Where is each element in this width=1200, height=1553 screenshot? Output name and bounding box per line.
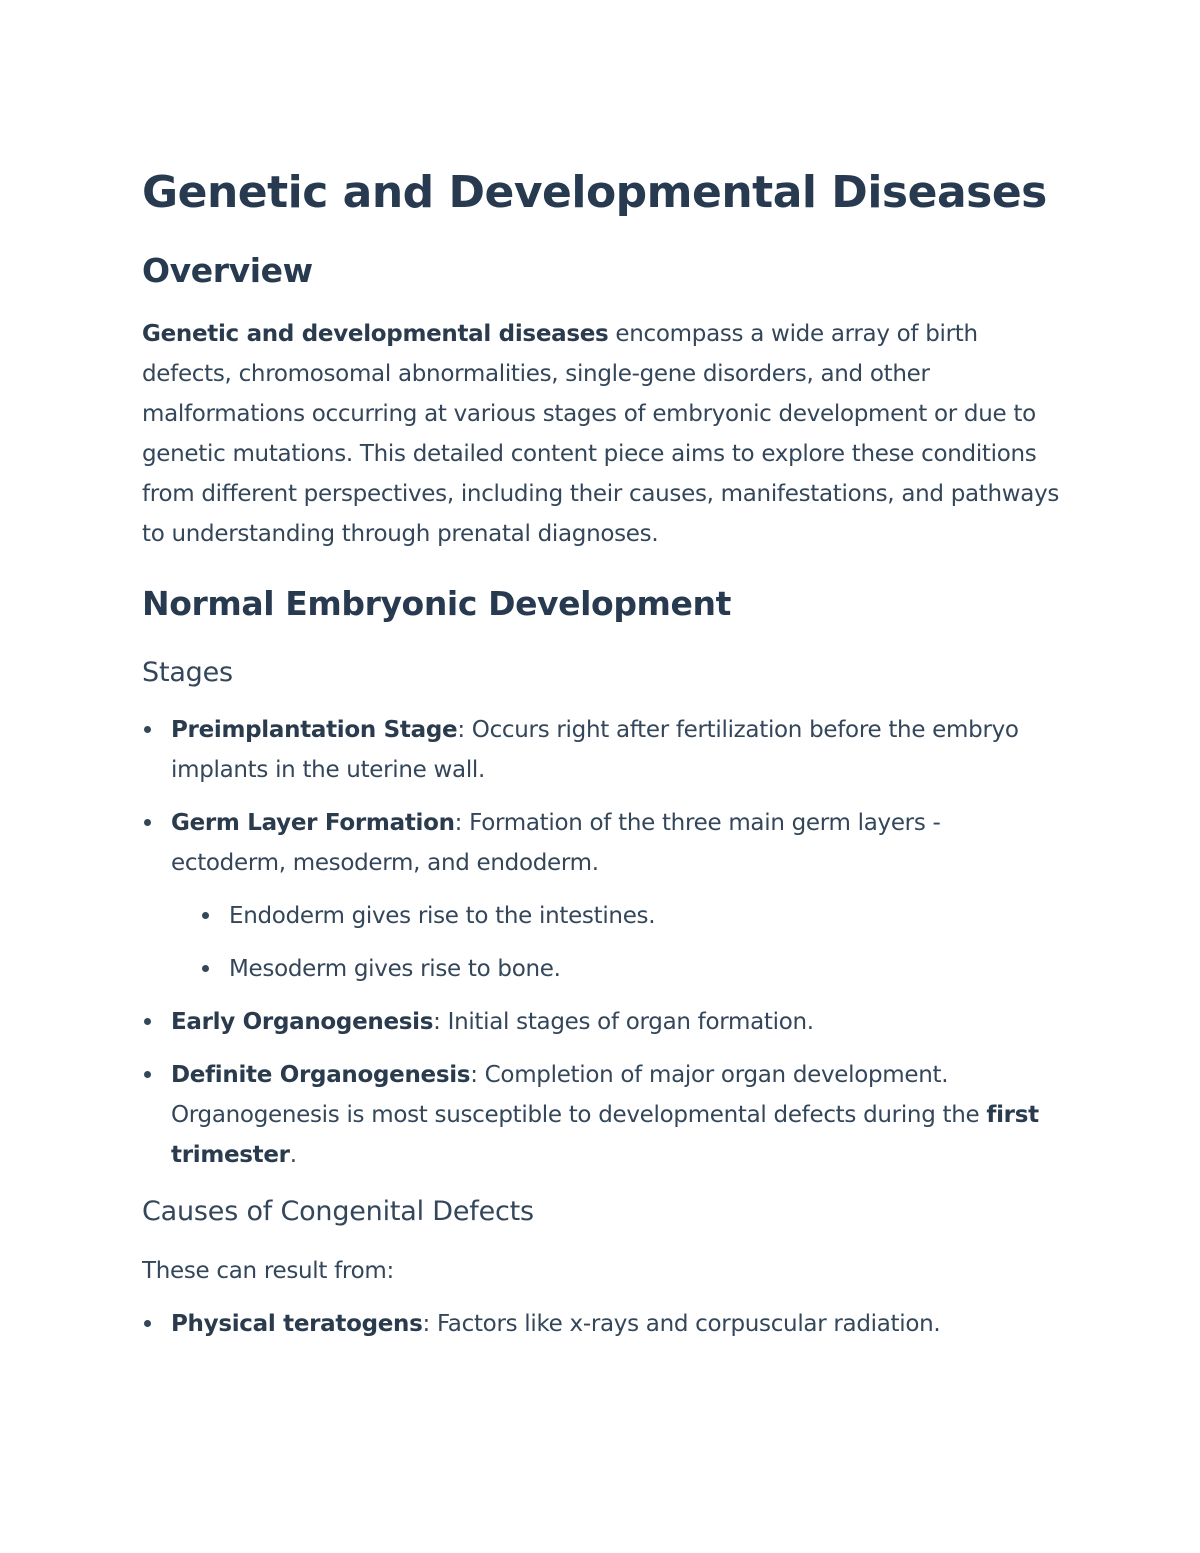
list-item [142,1304,1060,1344]
list-item [142,710,1060,790]
list-item [142,803,1060,989]
list-item-emphasis: first trimester [171,1102,1039,1168]
germ-layer-sublist [171,896,1060,989]
overview-text: encompass a wide array of birth defects, chromosomal abnormalities, single-gene disorders, and other malformations occurring at various stages of embryonic development or due to genetic mutations. This detailed content piece aims to explore these conditions from different perspectives, including their causes, manifestations, and pathways to understanding through prenatal diagnoses. [142,321,1060,547]
list-item-text: : Initial stages of organ formation. [433,1009,814,1035]
list-item [142,1055,1060,1175]
list-item [142,1002,1060,1042]
sub-list-item: Endoderm gives rise to the intestines. [200,896,1060,936]
causes-intro: These can result from: [142,1258,394,1284]
subsection-heading-causes: Causes of Congenital Defects [142,1196,534,1227]
overview-paragraph [142,314,1060,554]
list-item-text: : Occurs right after fertilization before the embryo implants in the uterine wall. [171,717,1019,783]
list-item-text: : Formation of the three main germ layers - ectoderm, mesoderm, and endoderm. [171,810,941,876]
section-heading-normal-development: Normal Embryonic Development [142,584,731,623]
list-item-term: Preimplantation Stage [171,717,458,743]
list-item-term: Germ Layer Formation [171,810,455,836]
subsection-heading-stages: Stages [142,657,233,688]
causes-list [142,1304,1060,1344]
list-item-term: Physical teratogens [171,1311,423,1337]
page-title: Genetic and Developmental Diseases [142,167,1047,218]
sub-list-item: Mesoderm gives rise to bone. [200,949,1060,989]
list-item-text: : Completion of major organ development. Organogenesis is most susceptible to developmental defects during the [171,1062,987,1128]
list-item-trailing-text: . [289,1142,297,1168]
section-heading-overview: Overview [142,251,313,290]
list-item-text: : Factors like x-rays and corpuscular radiation. [422,1311,941,1337]
overview-lead-term: Genetic and developmental diseases [142,321,609,347]
list-item-term: Definite Organogenesis [171,1062,471,1088]
stages-list [142,710,1060,1175]
list-item-term: Early Organogenesis [171,1009,434,1035]
